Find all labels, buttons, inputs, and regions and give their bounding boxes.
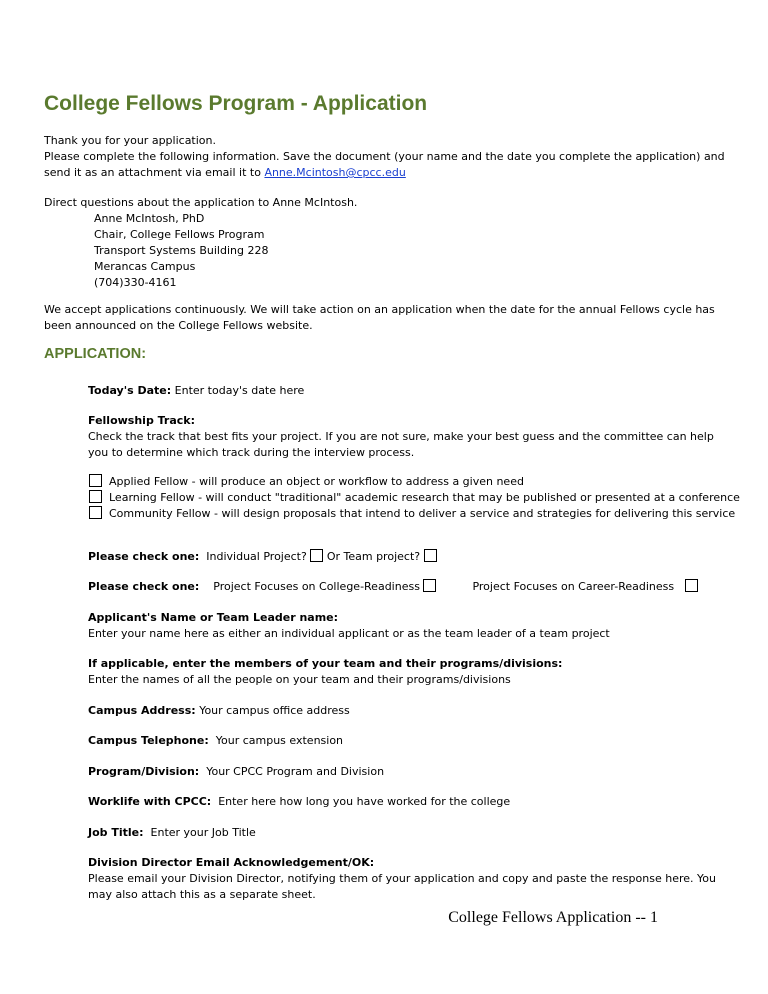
campus-address-label: Campus Address: (88, 704, 196, 717)
focus-row (88, 579, 718, 595)
program-division-row (88, 764, 718, 780)
director-ack-field[interactable]: Please email your Division Director, notifying them of your application and copy and paste the response here. You may also attach this as a separate sheet. (88, 872, 716, 901)
section-heading: APPLICATION: (44, 346, 147, 362)
worklife-label: Worklife with CPCC: (88, 795, 212, 808)
job-title-field[interactable]: Enter your Job Title (150, 826, 256, 839)
campus-telephone-label: Campus Telephone: (88, 734, 209, 747)
notice-text: We accept applications continuously. We will take action on an application when the date for the annual Fellows cycle has been announced on the College Fellows website. (44, 303, 715, 332)
intro-line-2 (44, 149, 734, 181)
applicant-name-field[interactable]: Enter your name here as either an individual applicant or as the team leader of a team project (88, 627, 610, 640)
contact-building: Transport Systems Building 228 (94, 244, 269, 257)
date-row (88, 383, 718, 399)
page-footer: College Fellows Application -- 1 (448, 909, 658, 926)
track-option-applied (89, 474, 524, 490)
contact-phone: (704)330-4161 (94, 276, 177, 289)
learning-fellow-checkbox[interactable] (89, 490, 102, 503)
track-option-community (89, 506, 735, 522)
track-option-label: Applied Fellow - will produce an object or workflow to address a given need (109, 475, 524, 488)
director-ack-label: Division Director Email Acknowledgement/OK: (88, 856, 375, 869)
track-option-learning (89, 490, 740, 506)
college-readiness-label: Project Focuses on College-Readiness (213, 580, 420, 593)
date-label: Today's Date: (88, 384, 172, 397)
contact-name: Anne McIntosh, PhD (94, 212, 205, 225)
program-division-field[interactable]: Your CPCC Program and Division (206, 765, 385, 778)
campus-address-field[interactable]: Your campus office address (199, 704, 350, 717)
college-readiness-checkbox[interactable] (423, 579, 436, 592)
track-instructions: Check the track that best fits your project. If you are not sure, make your best guess and the committee can help you to determine which track during the interview process. (88, 430, 714, 459)
program-division-label: Program/Division: (88, 765, 200, 778)
track-option-label: Community Fellow - will design proposals that intend to deliver a service and strategies for delivering this service (109, 507, 736, 520)
applied-fellow-checkbox[interactable] (89, 474, 102, 487)
job-title-label: Job Title: (88, 826, 144, 839)
page-title: College Fellows Program - Application (44, 92, 428, 115)
team-members-label: If applicable, enter the members of your team and their programs/divisions: (88, 657, 563, 670)
worklife-row (88, 794, 718, 810)
contact-campus: Merancas Campus (94, 260, 196, 273)
date-field[interactable]: Enter today's date here (174, 384, 305, 397)
individual-project-checkbox[interactable] (310, 549, 323, 562)
project-type-row (88, 549, 718, 565)
project-type-label: Please check one: (88, 550, 200, 563)
worklife-field[interactable]: Enter here how long you have worked for the college (218, 795, 511, 808)
team-project-checkbox[interactable] (424, 549, 437, 562)
track-label: Fellowship Track: (88, 414, 196, 427)
team-project-label: Or Team project? (326, 550, 421, 563)
email-link[interactable]: Anne.Mcintosh@cpcc.edu (264, 166, 406, 179)
campus-telephone-field[interactable]: Your campus extension (215, 734, 344, 747)
intro-instructions: Please complete the following information. Save the document (your name and the date you complete the application) and send it as an attachment via email it to (44, 150, 725, 179)
campus-address-row (88, 703, 718, 719)
team-members-field[interactable]: Enter the names of all the people on your team and their programs/divisions (88, 673, 511, 686)
focus-label: Please check one: (88, 580, 200, 593)
intro-line-1: Thank you for your application. (44, 134, 217, 147)
applicant-label: Applicant's Name or Team Leader name: (88, 611, 339, 624)
track-option-label: Learning Fellow - will conduct "traditional" academic research that may be published or presented at a conference (109, 491, 740, 504)
job-title-row (88, 825, 718, 841)
contact-role: Chair, College Fellows Program (94, 228, 265, 241)
campus-telephone-row (88, 733, 718, 749)
career-readiness-label: Project Focuses on Career-Readiness (472, 580, 675, 593)
community-fellow-checkbox[interactable] (89, 506, 102, 519)
individual-project-label: Individual Project? (206, 550, 307, 563)
contact-lead: Direct questions about the application to Anne McIntosh. (44, 196, 358, 209)
career-readiness-checkbox[interactable] (685, 579, 698, 592)
